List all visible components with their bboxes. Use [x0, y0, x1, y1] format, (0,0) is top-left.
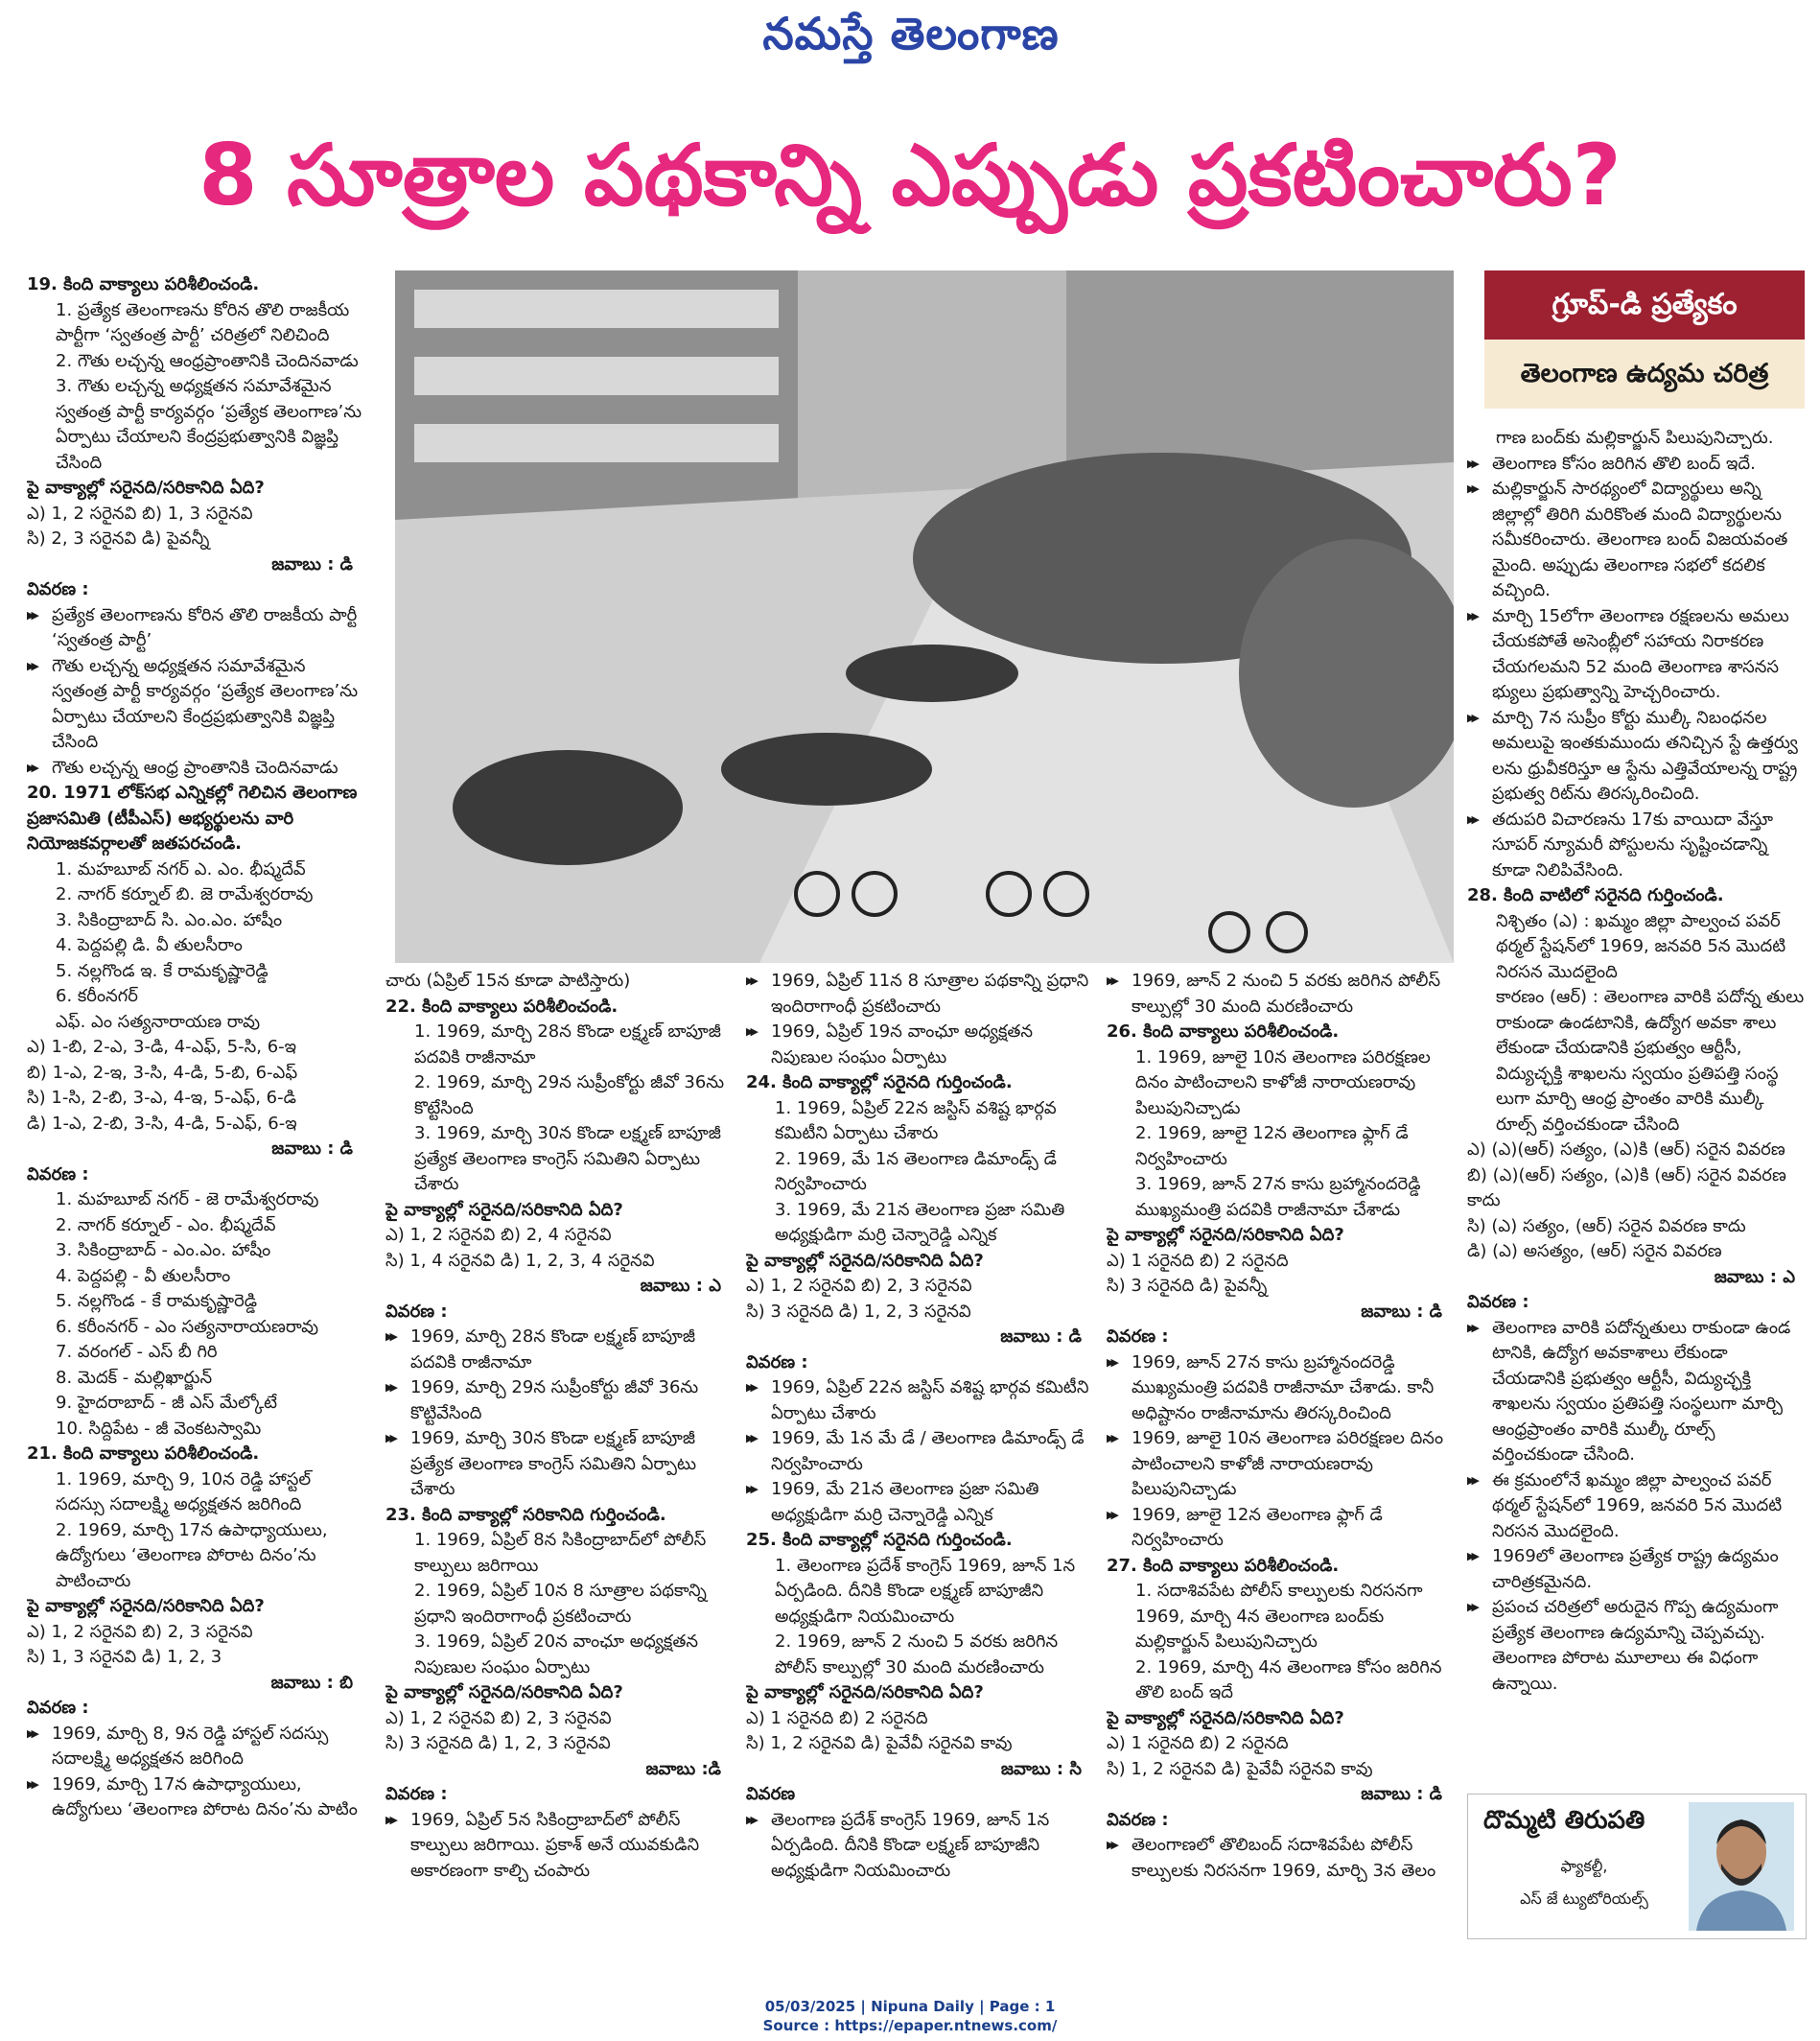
bullet-point: ▶▶ ప్రత్యేక తెలంగాణను కోరిన తొలి రాజకీయ పార్టీ ‘స్వతంత్ర పార్టీ’: [27, 603, 362, 654]
statement-line: 6. కరీంనగర్: [56, 986, 138, 1006]
question-heading: వివరణ :: [385, 1784, 448, 1804]
statement-line: 1. 1969, జూలై 10న తెలంగాణ పరిరక్షణల దినం పాటించాలని కాళోజీ నారాయణరావు పిలుపునిచ్చాడు: [1135, 1046, 1431, 1118]
answer-line: జవాబు : డి: [1361, 1784, 1442, 1804]
bullet-point: ▶▶ 1969, ఏప్రిల్ 5న సికింద్రాబాద్‌లో పోలీస్ కాల్పులు జరిగాయి. ప్రకాశ్ అనే యువకుడిని అకారణంగా కాల్చి చంపారు: [385, 1808, 731, 1885]
bullet-point: ▶▶ 1969, మే 1న మే డే / తెలంగాణ డిమాండ్స్ డే నిర్వహించారు: [746, 1426, 1091, 1477]
bullet-point: ▶▶ గౌతు లచ్చన్న అధ్యక్షతన సమావేశమైన స్వతంత్ర పార్టీ కార్యవర్గం ‘ప్రత్యేక తెలంగాణ’ను ఏర్పాటు చేయాలని కేంద్రప్రభుత్వానికి విజ్ఞప్తి చేసింది: [27, 654, 362, 756]
answer-line: జవాబు : ఎ: [1714, 1266, 1795, 1287]
statement-line: 1. మహబూబ్ నగర్ - జె రామేశ్వరరావు: [56, 1189, 319, 1209]
answer-line: జవాబు : డి: [271, 553, 353, 575]
question-heading: 22. కింది వాక్యాలు పరిశీలించండి.: [385, 996, 618, 1017]
bullet-point: ▶▶ మార్చి 7న సుప్రీం కోర్టు ముల్కీ నిబంధనల అమలుపై ఇంతకుముందు తనిచ్చిన స్టే ఉత్తర్వు లను ధ్రువీకరిస్తూ ఆ స్టేను ఎత్తివేయాలన్న రాష్ట్ర ప్రభుత్వ రిట్‌ను తిరస్కరించింది.: [1467, 706, 1805, 808]
statement-line: 1. 1969, మార్చి 9, 10న రెడ్డి హాస్టల్ సదస్సు సదాలక్ష్మి అధ్యక్షతన జరిగింది: [56, 1468, 312, 1514]
author-title: ఫ్యాకల్టీ,: [1560, 1857, 1608, 1875]
statement-line: 1. సదాశివపేట పోలీస్ కాల్పులకు నిరసనగా 1969, మార్చి 4న తెలంగాణ బంద్‌కు మల్లికార్జున్ పిలుపునిచ్చారు: [1135, 1581, 1423, 1652]
statement-line: 4. పెద్దపల్లి డి. వీ తులసీరాం: [56, 935, 243, 955]
option-line: ఎ) 1, 2 సరైనవి బి) 2, 3 సరైనవి: [385, 1707, 612, 1728]
bullet-point: ▶▶ తదుపరి విచారణను 17కు వాయిదా వేస్తూ సూపర్ న్యూమరీ పోస్టులను సృష్టించడాన్ని కూడా నిలిపివేసింది.: [1467, 808, 1805, 884]
badge-subtitle: తెలంగాణ ఉద్యమ చరిత్ర: [1484, 340, 1805, 409]
statement-line: 2. గౌతు లచ్చన్న ఆంధ్రప్రాంతానికి చెందినవాడు: [56, 350, 359, 371]
question-heading: వివరణ :: [27, 579, 89, 599]
option-line: డి) (ఎ) అసత్యం, (ఆర్) సరైన వివరణ: [1467, 1241, 1722, 1261]
option-line: సి) 3 సరైనది డి) 1, 2, 3 సరైనవి: [385, 1733, 611, 1753]
statement-line: 6. కరీంనగర్ - ఎం సత్యనారాయణరావు: [56, 1316, 319, 1337]
article-column-5: [1467, 426, 1805, 1786]
article-column-3: [746, 969, 1091, 1957]
statement-line: 2. నాగర్ కర్నూల్ బి. జె రామేశ్వరరావు: [56, 884, 314, 904]
question-heading: వివరణ :: [385, 1301, 448, 1322]
bullet-point: ▶▶ 1969లో తెలంగాణ ప్రత్యేక రాష్ట్ర ఉద్యమం చారిత్రకమైనది.: [1467, 1544, 1805, 1595]
question-heading: పై వాక్యాల్లో సరైనది/సరికానిది ఏది?: [1107, 1225, 1344, 1245]
option-line: సి) 3 సరైనది డి) పైవన్నీ: [1107, 1276, 1268, 1296]
statement-line: గాణ బంద్‌కు మల్లికార్జున్ పిలుపునిచ్చారు.: [1496, 428, 1774, 448]
answer-line: జవాబు : బి: [270, 1672, 353, 1693]
question-heading: 23. కింది వాక్యాల్లో సరికానిది గుర్తించండి.: [385, 1504, 666, 1525]
question-heading: వివరణ :: [27, 1163, 89, 1185]
bullet-point: ▶▶ ప్రపంచ చరిత్రలో అరుదైన గొప్ప ఉద్యమంగా ప్రత్యేక తెలంగాణ ఉద్యమాన్ని చెప్పవచ్చు. తెలంగాణ పోరాట మూలాలు ఈ విధంగా ఉన్నాయి.: [1467, 1595, 1805, 1697]
question-heading: వివరణ :: [1107, 1326, 1169, 1347]
option-line: సి) (ఎ) సత్యం, (ఆర్) సరైన వివరణ కాదు: [1467, 1215, 1746, 1236]
question-heading: పై వాక్యాల్లో సరైనది/సరికానిది ఏది?: [385, 1199, 623, 1220]
bullet-point: ▶▶ మల్లికార్జున్ సారథ్యంలో విద్యార్థులు అన్ని జిల్లాల్లో తిరిగి మరికొంత మంది విద్యార్థులను సమీకరించారు. తెలంగాణ బంద్ విజయవంత మైంది. అప్పుడు తెలంగాణ సభలో కదలిక వచ్చింది.: [1467, 477, 1805, 604]
option-line: ఎ) 1 సరైనది బి) 2 సరైనది: [746, 1707, 928, 1728]
answer-line: జవాబు : సి: [1000, 1758, 1082, 1779]
statement-line: 2. 1969, మే 1న తెలంగాణ డిమాండ్స్ డే నిర్వహించారు: [775, 1148, 1057, 1194]
question-heading: వివరణ :: [1107, 1809, 1169, 1830]
option-line: సి) 1-సి, 2-బి, 3-ఎ, 4-ఇ, 5-ఎఫ్, 6-డి: [27, 1088, 296, 1108]
statement-line: 1. ప్రత్యేక తెలంగాణను కోరిన తొలి రాజకీయ పార్టీగా ‘స్వతంత్ర పార్టీ’ చరిత్రలో నిలిచింది: [56, 299, 350, 345]
statement-line: 2. 1969, మార్చి 17న ఉపాధ్యాయులు, ఉద్యోగులు ‘తెలంగాణ పోరాట దినం’ను పాటించారు: [56, 1519, 328, 1591]
author-name: దొమ్మటి తిరుపతి: [1483, 1806, 1645, 1835]
question-heading: 19. కింది వాక్యాలు పరిశీలించండి.: [27, 274, 260, 294]
option-line: సి) 1, 3 సరైనవి డి) 1, 2, 3: [27, 1647, 222, 1667]
statement-line: 2. 1969, మార్చి 29న సుప్రీంకోర్టు జీవో 36ను కొట్టేసింది: [414, 1072, 725, 1118]
option-line: బి) (ఎ)(ఆర్) సత్యం, (ఎ)కి (ఆర్) సరైన వివరణ కాదు: [1467, 1164, 1786, 1210]
option-line: ఎ) 1, 2 సరైనవి బి) 2, 3 సరైనవి: [27, 1621, 253, 1642]
statement-line: 7. వరంగల్ - ఎస్ బీ గిరి: [56, 1342, 218, 1362]
statement-line: 3. సికింద్రాబాద్ సి. ఎం.ఎం. హాషీం: [56, 909, 283, 930]
statement-line: 5. నల్లగొండ - కే రామకృష్ణారెడ్డి: [56, 1291, 258, 1311]
statement-line: నిశ్చితం (ఎ) : ఖమ్మం జిల్లా పాల్వంచ పవర్ థర్మల్ స్టేషన్‌లో 1969, జనవరి 5న మొదటి నిరసన మొదలైంది: [1496, 910, 1786, 982]
statement-line: 3. 1969, మే 21న తెలంగాణ ప్రజా సమితి అధ్యక్షుడిగా మర్రి చెన్నారెడ్డి ఎన్నిక: [775, 1199, 1065, 1245]
author-org: ఎస్ జే ట్యుటోరియల్స్: [1520, 1889, 1648, 1908]
option-line: డి) 1-ఎ, 2-బి, 3-సి, 4-డి, 5-ఎఫ్, 6-ఇ: [27, 1113, 297, 1134]
statement-line: 10. సిద్దిపేట - జీ వెంకటస్వామి: [56, 1418, 262, 1439]
answer-line: జవాబు : డి: [1000, 1326, 1082, 1347]
bullet-point: ▶▶ 1969, జూన్ 27న కాసు బ్రహ్మానందరెడ్డి ముఖ్యమంత్రి పదవికి రాజీనామా చేశాడు. కానీ అధిష్టానం రాజీనామాను తిరస్కరించింది: [1107, 1350, 1452, 1427]
bullet-point: ▶▶ 1969, ఏప్రిల్ 19న వాంఛూ అధ్యక్షతన నిపుణుల సంఘం ఏర్పాటు: [746, 1020, 1091, 1070]
question-heading: పై వాక్యాల్లో సరైనది/సరికానిది ఏది?: [746, 1250, 984, 1271]
question-heading: వివరణ :: [1467, 1292, 1529, 1312]
bullet-point: ▶▶ 1969, ఏప్రిల్ 11న 8 సూత్రాల పథకాన్ని ప్రధాని ఇందిరాగాంధీ ప్రకటించారు: [746, 969, 1091, 1020]
bullet-point: ▶▶ 1969, ఏప్రిల్ 22న జస్టిస్ వశిష్ట భార్గవ కమిటీని ఏర్పాటు చేశారు: [746, 1375, 1091, 1426]
option-line: చారు (ఏప్రిల్ 15న కూడా పాటిస్తారు): [385, 971, 631, 991]
bullet-point: ▶▶ తెలంగాణ వారికి పదోన్నతులు రాకుండా ఉండ టానికి, ఉద్యోగ అవకాశాలు లేకుండా చేయడానికి ప్రభుత్వం ఆర్టీసీ, విద్యుచ్ఛక్తి శాఖలను స్వయం ప్రతిపత్తి సంస్థలుగా మార్చి ఆంధ్రప్రాంతం వారికి ముల్కీ రూల్స్ వర్తించకుండా చేసింది.: [1467, 1316, 1805, 1468]
statement-line: 2. 1969, జూన్ 2 నుంచి 5 వరకు జరిగిన పోలీస్ కాల్పుల్లో 30 మంది మరణించారు: [775, 1631, 1059, 1677]
bullet-point: ▶▶ మార్చి 15లోగా తెలంగాణ రక్షణలను అమలు చేయకపోతే అసెంబ్లీలో సహాయ నిరాకరణ చేయగలమని 52 మంది తెలంగాణ శాసనస భ్యులు ప్రభుత్వాన్ని హెచ్చరించారు.: [1467, 604, 1805, 706]
question-heading: వివరణ: [746, 1784, 796, 1804]
question-heading: పై వాక్యాల్లో సరైనది/సరికానిది ఏది?: [27, 478, 265, 498]
statement-line: 1. తెలంగాణ ప్రదేశ్ కాంగ్రెస్ 1969, జూన్ 1న ఏర్పడింది. దీనికి కొండా లక్ష్మణ్ బాపూజీని అధ్యక్షుడిగా నియమించారు: [775, 1555, 1076, 1627]
answer-line: జవాబు :డి: [645, 1758, 721, 1779]
article-column-4: [1107, 969, 1452, 1957]
option-line: సి) 2, 3 సరైనవి డి) పైవన్నీ: [27, 528, 210, 549]
article-column-2: [385, 969, 731, 1957]
question-heading: పై వాక్యాల్లో సరైనది/సరికానిది ఏది?: [1107, 1707, 1344, 1728]
option-line: ఎ) 1 సరైనది బి) 2 సరైనది: [1107, 1733, 1289, 1753]
option-line: ఎ) 1, 2 సరైనవి బి) 2, 3 సరైనవి: [746, 1276, 972, 1296]
option-line: సి) 1, 2 సరైనవి డి) పైవేవీ సరైనవి కావు: [1107, 1758, 1373, 1779]
historical-photo: [395, 270, 1454, 963]
bullet-point: ▶▶ 1969, జూలై 10న తెలంగాణ పరిరక్షణల దినం పాటించాలని కాళోజీ నారాయణరావు పిలుపునిచ్చాడు: [1107, 1426, 1452, 1503]
section-badge: [1484, 270, 1805, 409]
statement-line: 3. 1969, ఏప్రిల్ 20న వాంఛూ అధ్యక్షతన నిపుణుల సంఘం ఏర్పాటు: [414, 1631, 698, 1677]
answer-line: జవాబు : డి: [1361, 1301, 1442, 1322]
footer-date-line: 05/03/2025 | Nipuna Daily | Page : 1: [764, 1998, 1056, 2015]
statement-line: ఎఫ్. ఎం సత్యనారాయణ రావు: [56, 1011, 261, 1032]
question-heading: 27. కింది వాక్యాలు పరిశీలించండి.: [1107, 1555, 1340, 1576]
question-heading: 20. 1971 లోక్‌సభ ఎన్నికల్లో గెలిచిన తెలంగాణ ప్రజాసమితి (టీపీఎస్) అభ్యర్థులను వారి నియోజకవర్గాలతో జతపరచండి.: [27, 783, 358, 854]
question-heading: వివరణ :: [27, 1698, 89, 1718]
statement-line: 5. నల్లగొండ ఇ. కే రామకృష్ణారెడ్డి: [56, 960, 268, 981]
bullet-point: ▶▶ గౌతు లచ్చన్న ఆంధ్ర ప్రాంతానికి చెందినవాడు: [27, 756, 362, 782]
option-line: ఎ) 1 సరైనది బి) 2 సరైనది: [1107, 1250, 1289, 1271]
masthead-logo: నమస్తే తెలంగాణ: [762, 8, 1060, 59]
statement-line: 2. నాగర్ కర్నూల్ - ఎం. భీష్మదేవ్: [56, 1214, 276, 1235]
question-heading: 28. కింది వాటిలో సరైనది గుర్తించండి.: [1467, 885, 1724, 905]
author-role: [1483, 1850, 1685, 1915]
option-line: ఎ) 1-బి, 2-ఎ, 3-డి, 4-ఎఫ్, 5-సి, 6-ఇ: [27, 1037, 297, 1057]
statement-line: కారణం (ఆర్) : తెలంగాణ వారికి పదోన్న తులు రాకుండా ఉండటానికి, ఉద్యోగ అవకా శాలు లేకుండా చేయడానికి ప్రభుత్వం ఆర్టీసీ, విద్యుచ్ఛక్తి శాఖలను స్వయం ప్రతిపత్తి సంస్థ లుగా మార్చి ఆంధ్ర ప్రాంతం వారికి ముల్కీ రూల్స్ వర్తించకుండా చేసింది: [1496, 987, 1805, 1135]
bullet-point: ▶▶ 1969, మార్చి 29న సుప్రీంకోర్టు జీవో 36ను కొట్టివేసింది: [385, 1375, 731, 1426]
statement-line: 4. పెద్దపల్లి - వీ తులసీరాం: [56, 1265, 231, 1286]
bullet-point: ▶▶ 1969, జూన్ 2 నుంచి 5 వరకు జరిగిన పోలీస్ కాల్పుల్లో 30 మంది మరణించారు: [1107, 969, 1452, 1020]
bullet-point: ▶▶ 1969, జూలై 12న తెలంగాణ ఫ్లాగ్ డే నిర్వహించారు: [1107, 1503, 1452, 1554]
bullet-point: ▶▶ 1969, మే 21న తెలంగాణ ప్రజా సమితి అధ్యక్షుడిగా మర్రి చెన్నారెడ్డి ఎన్నిక: [746, 1477, 1091, 1528]
statement-line: 1. 1969, ఏప్రిల్ 22న జస్టిస్ వశిష్ట భార్గవ కమిటీని ఏర్పాటు చేశారు: [775, 1097, 1057, 1143]
author-box: [1467, 1794, 1807, 1939]
statement-line: 3. గౌతు లచ్చన్న అధ్యక్షతన సమావేశమైన స్వతంత్ర పార్టీ కార్యవర్గం ‘ప్రత్యేక తెలంగాణ’ను ఏర్పాటు చేయాలని కేంద్రప్రభుత్వానికి విజ్ఞప్తి చేసింది: [56, 376, 362, 473]
page-headline: 8 సూత్రాల పథకాన్ని ఎప్పుడు ప్రకటించారు?: [198, 126, 1622, 224]
bullet-point: ▶▶ ఈ క్రమంలోనే ఖమ్మం జిల్లా పాల్వంచ పవర్ థర్మల్ స్టేషన్‌లో 1969, జనవరి 5న మొదటి నిరసన మొదలైంది.: [1467, 1468, 1805, 1545]
question-heading: పై వాక్యాల్లో సరైనది/సరికానిది ఏది?: [27, 1596, 265, 1616]
question-heading: 24. కింది వాక్యాల్లో సరైనది గుర్తించండి.: [746, 1072, 1013, 1092]
question-heading: 21. కింది వాక్యాలు పరిశీలించండి.: [27, 1443, 260, 1464]
option-line: సి) 3 సరైనది డి) 1, 2, 3 సరైనవి: [746, 1301, 971, 1322]
answer-line: జవాబు : డి: [271, 1138, 353, 1159]
question-heading: పై వాక్యాల్లో సరైనది/సరికానిది ఏది?: [746, 1682, 984, 1702]
bullet-point: ▶▶ తెలంగాణ కోసం జరిగిన తొలి బంద్ ఇదే.: [1467, 452, 1805, 478]
option-line: ఎ) 1, 2 సరైనవి బి) 1, 3 సరైనవి: [27, 503, 253, 524]
statement-line: 3. సికింద్రాబాద్ - ఎం.ఎం. హాషీం: [56, 1240, 271, 1260]
bullet-point: ▶▶ 1969, మార్చి 28న కొండా లక్ష్మణ్ బాపూజీ పదవికి రాజీనామా: [385, 1325, 731, 1375]
footer-source-link[interactable]: Source : https://epaper.ntnews.com/: [762, 2017, 1058, 2034]
statement-line: 3. 1969, మార్చి 30న కొండా లక్ష్మణ్ బాపూజీ ప్రత్యేక తెలంగాణ కాంగ్రెస్ సమితిని ఏర్పాటు చేశారు: [414, 1123, 721, 1194]
statement-line: 3. 1969, జూన్ 27న కాసు బ్రహ్మానందరెడ్డి ముఖ్యమంత్రి పదవికి రాజీనామా చేశాడు: [1135, 1174, 1421, 1220]
option-line: ఎ) 1, 2 సరైనవి బి) 2, 4 సరైనవి: [385, 1225, 612, 1245]
statement-line: 1. మహబూబ్ నగర్ ఎ. ఎం. భీష్మదేవ్: [56, 858, 306, 880]
question-heading: పై వాక్యాల్లో సరైనది/సరికానిది ఏది?: [385, 1682, 623, 1702]
option-line: సి) 1, 2 సరైనవి డి) పైవేవీ సరైనవి కావు: [746, 1733, 1013, 1753]
bullet-point: ▶▶ 1969, మార్చి 17న ఉపాధ్యాయులు, ఉద్యోగులు ‘తెలంగాణ పోరాట దినం’ను పాటిం: [27, 1772, 362, 1823]
bullet-point: ▶▶ తెలంగాణలో తొలిబంద్ సదాశివపేట పోలీస్ కాల్పులకు నిరసనగా 1969, మార్చి 3న తెలం: [1107, 1833, 1452, 1884]
answer-line: జవాబు : ఎ: [640, 1276, 721, 1296]
statement-line: 2. 1969, జూలై 12న తెలంగాణ ఫ్లాగ్ డే నిర్వహించారు: [1135, 1123, 1409, 1169]
option-line: ఎ) (ఎ)(ఆర్) సత్యం, (ఎ)కి (ఆర్) సరైన వివరణ: [1467, 1139, 1785, 1160]
page-footer: [575, 1997, 1245, 2035]
question-heading: 25. కింది వాక్యాల్లో సరైనది గుర్తించండి.: [746, 1530, 1013, 1550]
question-heading: 26. కింది వాక్యాలు పరిశీలించండి.: [1107, 1021, 1340, 1042]
option-line: సి) 1, 4 సరైనవి డి) 1, 2, 3, 4 సరైనవి: [385, 1250, 655, 1271]
statement-line: 1. 1969, మార్చి 28న కొండా లక్ష్మణ్ బాపూజీ పదవికి రాజీనామా: [414, 1021, 721, 1067]
question-heading: వివరణ :: [746, 1351, 808, 1372]
badge-title: గ్రూప్-డి ప్రత్యేకం: [1484, 270, 1805, 340]
author-photo: [1689, 1802, 1794, 1931]
statement-line: 8. మెదక్ - మల్లిఖార్జున్: [56, 1367, 213, 1388]
bullet-point: ▶▶ తెలంగాణ ప్రదేశ్ కాంగ్రెస్ 1969, జూన్ 1న ఏర్పడింది. దీనికి కొండా లక్ష్మణ్ బాపూజీని అధ్యక్షుడిగా నియమించారు: [746, 1808, 1091, 1885]
statement-line: 2. 1969, మార్చి 4న తెలంగాణ కోసం జరిగిన తొలి బంద్ ఇదే: [1135, 1656, 1442, 1702]
article-column-1: [27, 272, 362, 1951]
bullet-point: ▶▶ 1969, మార్చి 30న కొండా లక్ష్మణ్ బాపూజీ ప్రత్యేక తెలంగాణ కాంగ్రెస్ సమితిని ఏర్పాటు చేశారు: [385, 1426, 731, 1503]
statement-line: 2. 1969, ఏప్రిల్ 10న 8 సూత్రాల పథకాన్ని ప్రధాని ఇందిరాగాంధీ ప్రకటించారు: [414, 1581, 707, 1627]
option-line: బి) 1-ఎ, 2-ఇ, 3-సి, 4-డి, 5-బి, 6-ఎఫ్: [27, 1062, 298, 1083]
bullet-point: ▶▶ 1969, మార్చి 8, 9న రెడ్డి హాస్టల్ సదస్సు సదాలక్ష్మి అధ్యక్షతన జరిగింది: [27, 1722, 362, 1772]
statement-line: 9. హైదరాబాద్ - జీ ఎస్ మేల్కోటే: [56, 1393, 278, 1413]
statement-line: 1. 1969, ఏప్రిల్ 8న సికింద్రాబాద్‌లో పోలీస్ కాల్పులు జరిగాయి: [414, 1530, 707, 1576]
